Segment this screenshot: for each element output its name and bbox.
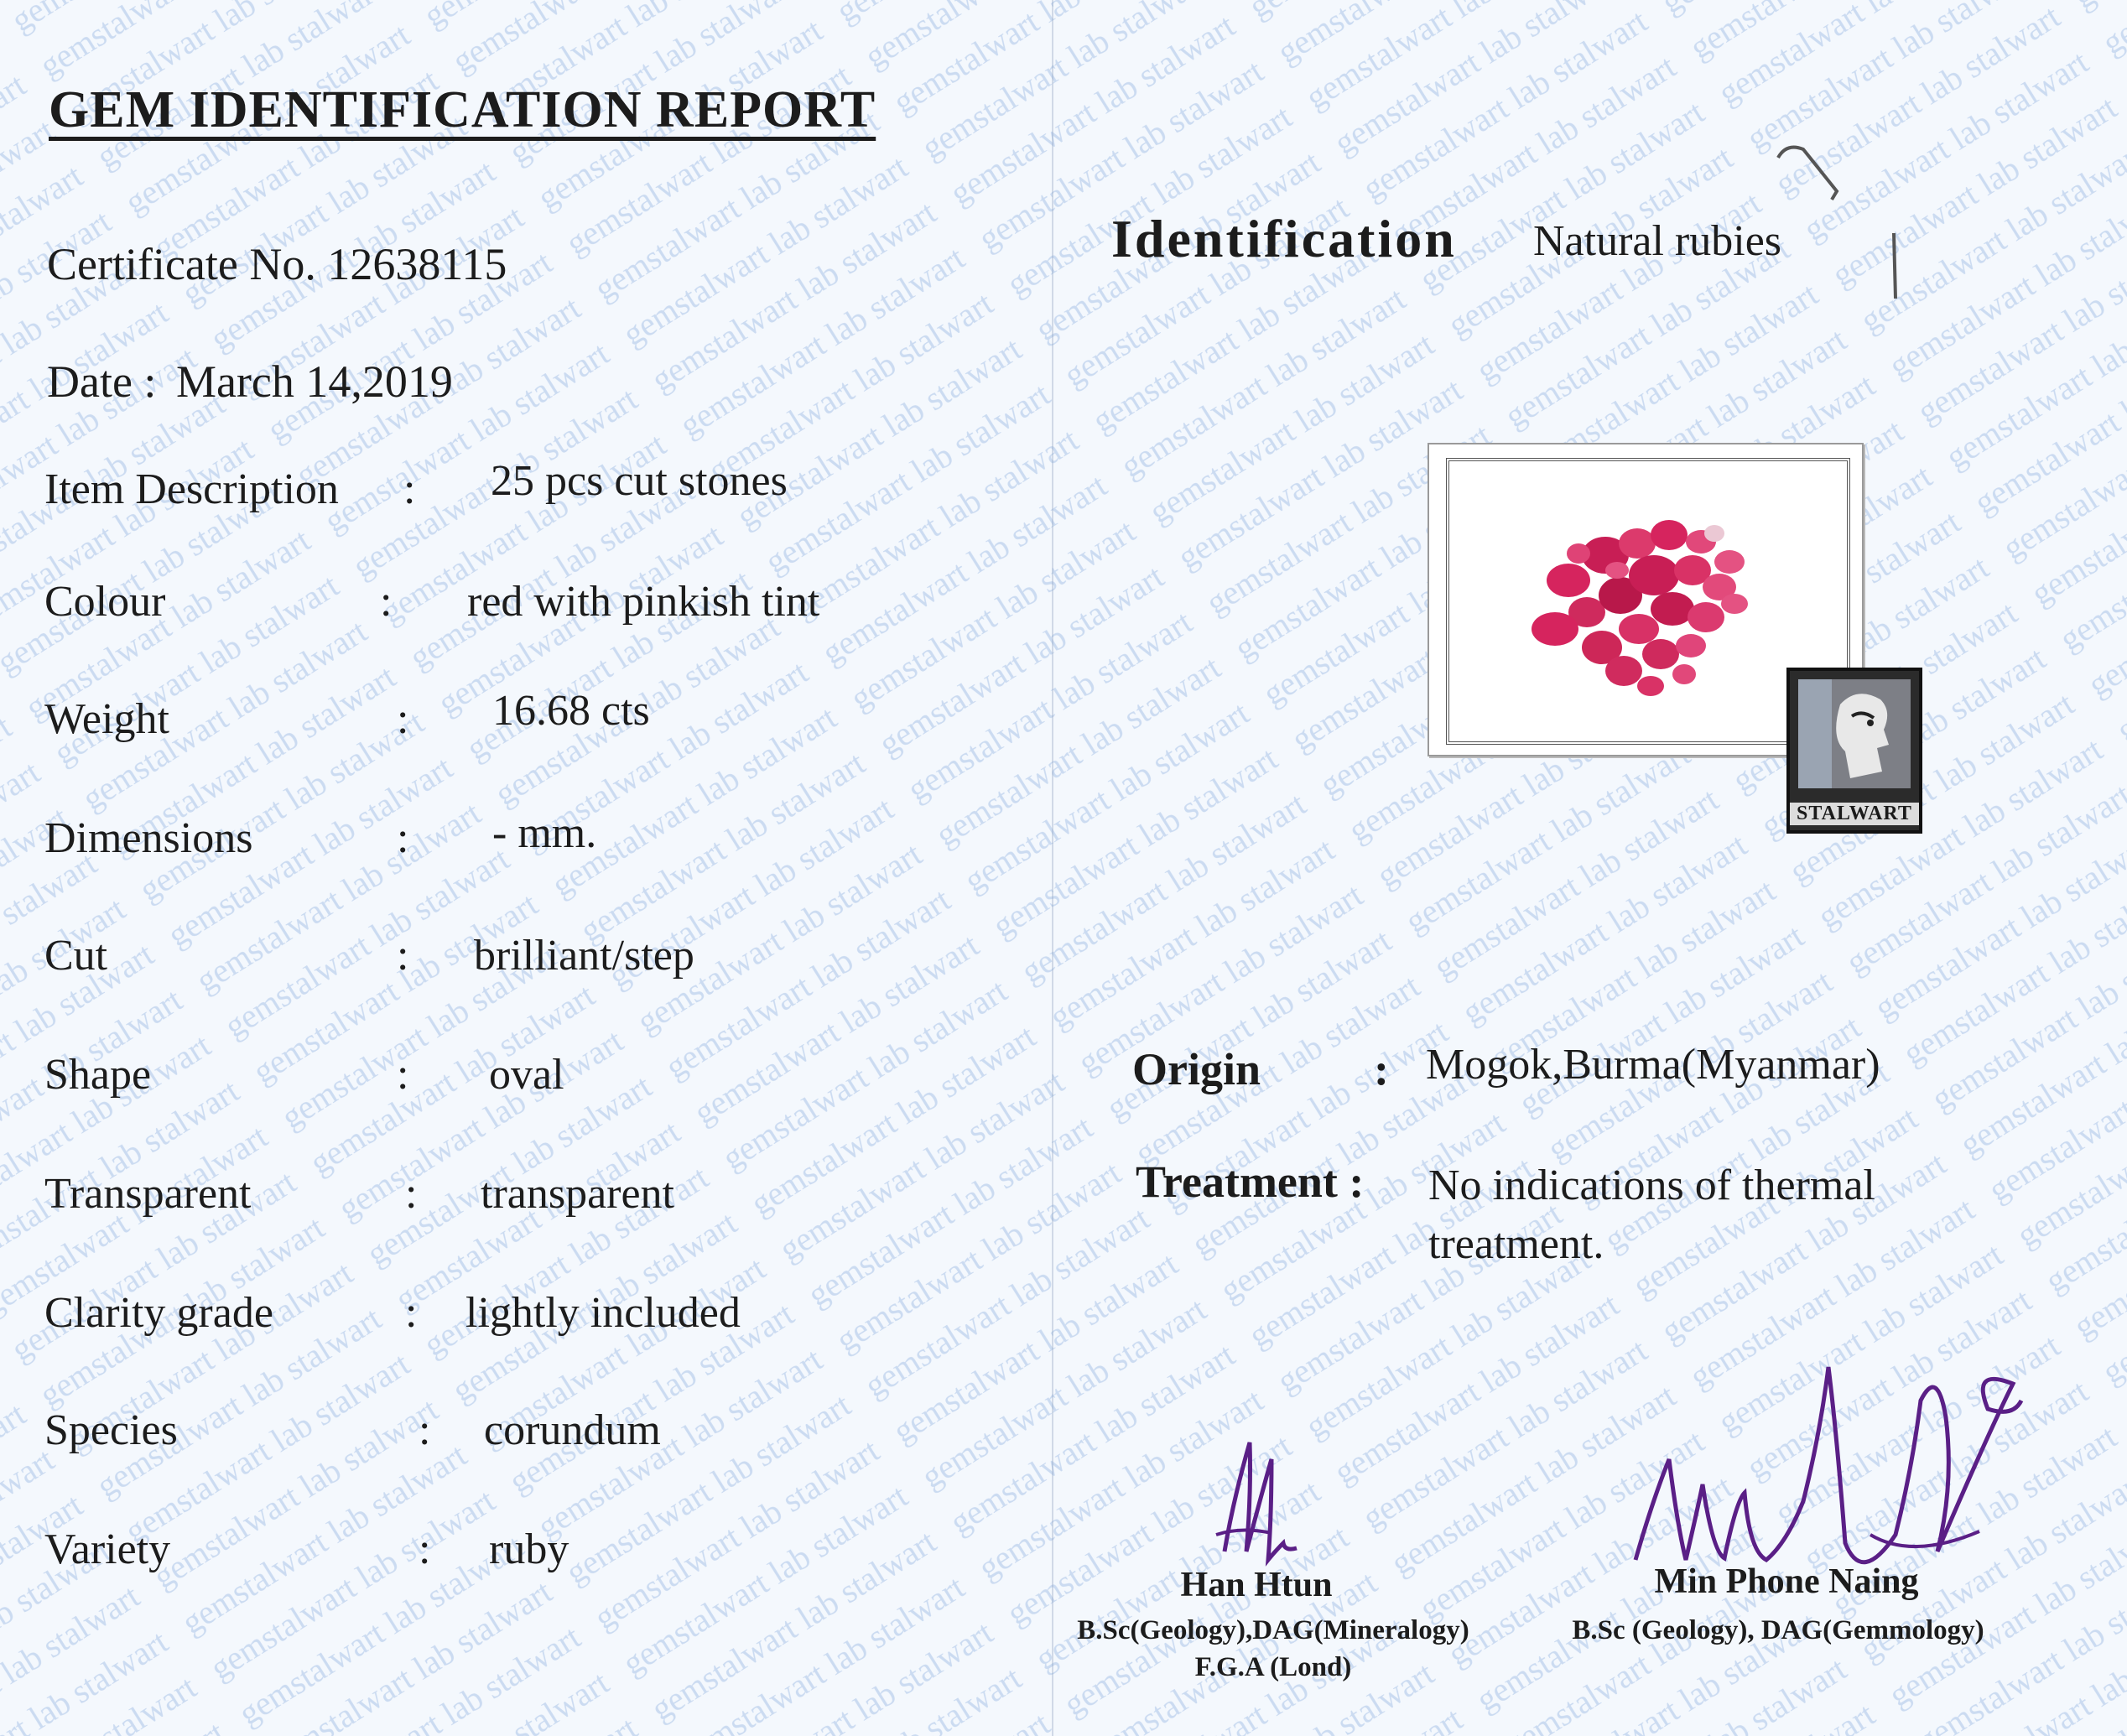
field-label: Shape	[44, 1051, 152, 1099]
field-value: red with pinkish tint	[467, 578, 820, 626]
field-value: 25 pcs cut stones	[491, 457, 788, 505]
field-colour	[44, 577, 1009, 636]
field-colon: :	[419, 1406, 431, 1454]
signatory-credentials-2: F.G.A (Lond)	[1194, 1652, 1352, 1682]
field-label: Cut	[44, 932, 108, 980]
field-colon: :	[397, 1051, 409, 1099]
field-label: Species	[44, 1406, 178, 1454]
field-value: brilliant/step	[474, 932, 694, 980]
date-label: Date :	[47, 356, 157, 407]
paper-clip-icon	[1770, 141, 1904, 309]
certificate-line	[47, 238, 507, 290]
field-value: ruby	[489, 1525, 569, 1573]
field-colon: :	[405, 1289, 418, 1337]
field-colon: :	[397, 932, 409, 980]
origin-value: Mogok,Burma(Myanmar)	[1426, 1041, 1880, 1089]
date-line	[47, 356, 453, 408]
field-value: lightly included	[465, 1289, 741, 1337]
field-colon: :	[405, 1170, 418, 1218]
field-weight	[44, 687, 1009, 753]
field-colon: :	[403, 465, 416, 513]
field-value: corundum	[484, 1406, 661, 1454]
stalwart-logo-icon	[1786, 668, 1922, 834]
field-colon: :	[380, 578, 393, 626]
treatment-value-line2: treatment.	[1428, 1220, 1604, 1268]
field-value: 16.68 cts	[492, 687, 650, 735]
origin-colon: :	[1374, 1044, 1389, 1094]
field-value: oval	[489, 1051, 564, 1099]
signature-icon	[1619, 1333, 2038, 1593]
report-title: GEM IDENTIFICATION REPORT	[49, 81, 876, 138]
field-label: Item Description	[44, 465, 339, 513]
field-colon: :	[419, 1525, 431, 1573]
signature-icon	[1191, 1426, 1334, 1585]
identification-label: Identification	[1111, 209, 1457, 268]
field-transparent	[44, 1169, 1009, 1228]
signatory-name: Han Htun	[1180, 1566, 1333, 1604]
field-variety	[44, 1525, 1009, 1583]
treatment-label: Treatment :	[1136, 1156, 1365, 1207]
field-label: Transparent	[44, 1170, 252, 1218]
origin-label: Origin	[1132, 1044, 1261, 1094]
certificate-number: 12638115	[327, 239, 507, 289]
field-clarity-grade	[44, 1288, 1009, 1347]
treatment-value-line1: No indications of thermal	[1428, 1162, 1875, 1209]
field-species	[44, 1406, 1009, 1464]
fold-line	[1052, 0, 1053, 1736]
field-shape	[44, 1050, 1009, 1109]
field-label: Weight	[44, 695, 169, 743]
field-item-description	[44, 457, 1009, 523]
field-colon: :	[397, 814, 409, 862]
field-colon: :	[397, 695, 409, 743]
field-value: - mm.	[492, 809, 597, 857]
date-value: March 14,2019	[175, 356, 453, 407]
signatory-name: Min Phone Naing	[1654, 1562, 1919, 1601]
field-cut	[44, 931, 1009, 990]
field-label: Clarity grade	[44, 1289, 273, 1337]
signatory-credentials: B.Sc(Geology),DAG(Mineralogy)	[1077, 1615, 1469, 1645]
signatory-credentials: B.Sc (Geology), DAG(Gemmology)	[1572, 1615, 1984, 1645]
certificate-label: Certificate No.	[47, 239, 316, 289]
field-label: Colour	[44, 578, 166, 626]
field-dimensions	[44, 809, 1009, 872]
field-label: Variety	[44, 1525, 171, 1573]
field-value: transparent	[481, 1170, 675, 1218]
stamp-label: STALWART	[1790, 803, 1919, 825]
identification-value: Natural rubies	[1533, 217, 1782, 265]
field-label: Dimensions	[44, 814, 253, 862]
